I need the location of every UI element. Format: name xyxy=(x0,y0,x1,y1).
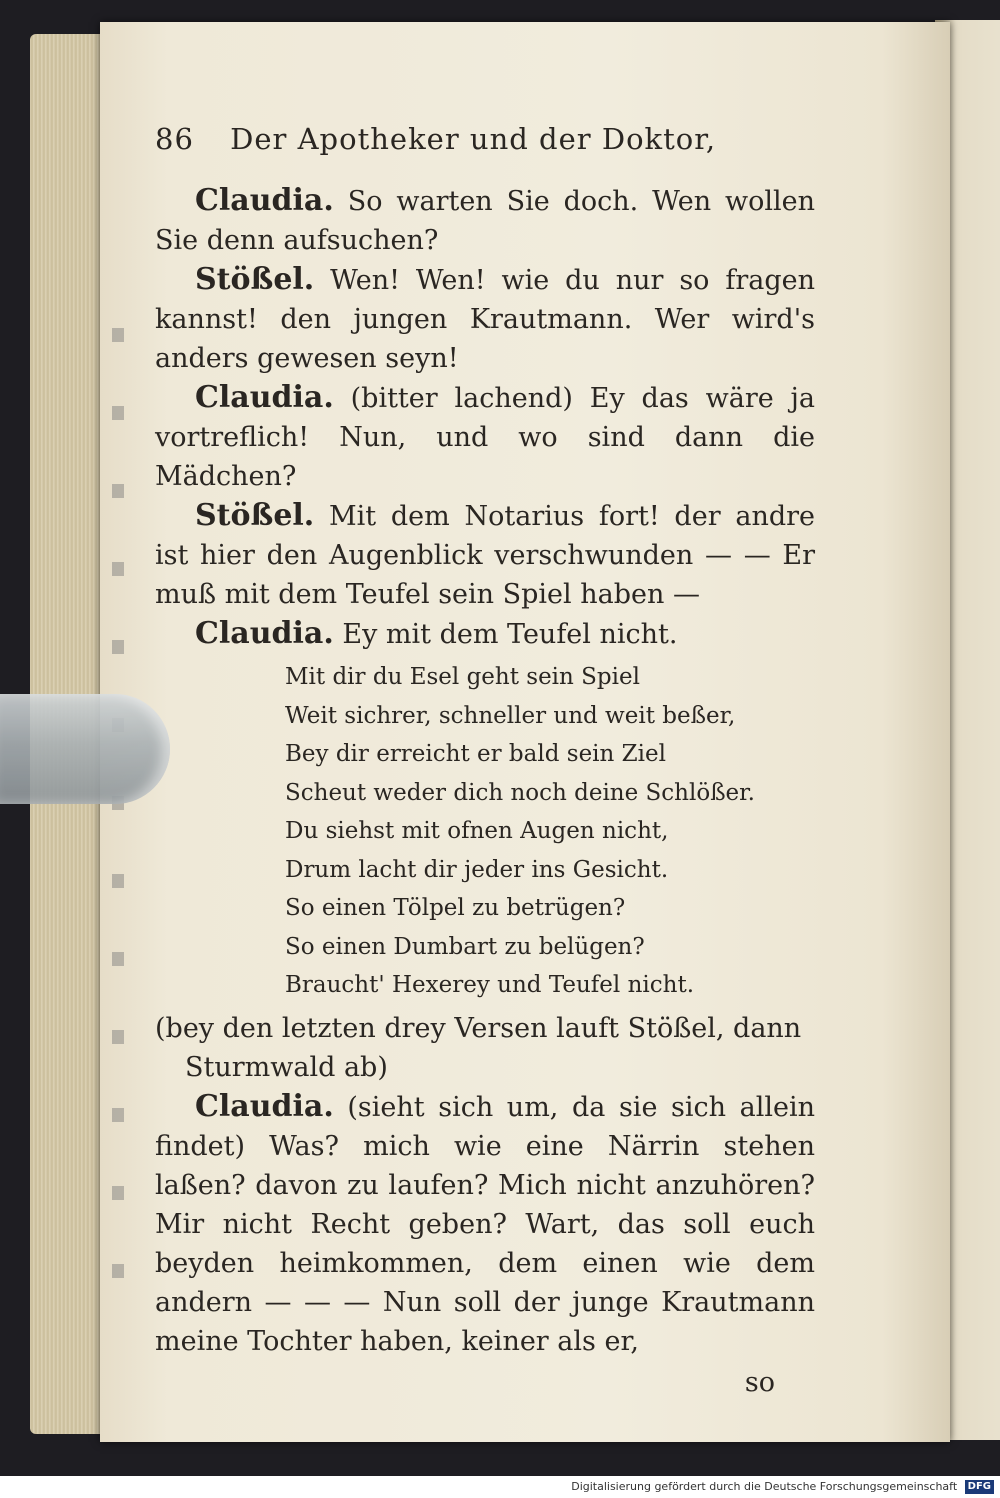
speaker-name: Claudia. xyxy=(195,616,334,651)
footer-credit-bar xyxy=(0,1476,1000,1498)
speech-block xyxy=(155,496,815,614)
page-text xyxy=(155,120,815,1402)
speech-text: Wen! Wen! wie du nur so fragen kannst! den jungen Krautmann. Wer wird's anders gewesen seyn! xyxy=(155,265,815,374)
verse-line: Scheut weder dich noch deine Schlößer. xyxy=(285,779,755,806)
page-number: 86 xyxy=(155,122,194,156)
speech-text: (bitter lachend) Ey das wäre ja vortreflich! Nun, und wo sind dann die Mädchen? xyxy=(155,383,816,492)
speaker-name: Claudia. xyxy=(195,1088,334,1124)
speech-text: So warten Sie doch. Wen wollen Sie denn aufsuchen? xyxy=(155,186,815,256)
speaker-name: Stößel. xyxy=(195,262,315,297)
speaker-name: Claudia. xyxy=(195,380,334,415)
dfg-logo: DFG xyxy=(965,1480,994,1494)
running-title: Der Apotheker und der Doktor, xyxy=(230,122,717,156)
page-clip xyxy=(0,694,170,804)
verse-line: So einen Dumbart zu belügen? xyxy=(285,933,645,960)
speaker-name: Stößel. xyxy=(195,498,315,533)
verse-line: Du siehst mit ofnen Augen nicht, xyxy=(285,818,669,844)
stage-direction: (bey den letzten drey Versen lauft Stößel, dann Sturmwald ab) xyxy=(155,1012,802,1083)
verse-line: So einen Tölpel zu betrügen? xyxy=(285,895,626,921)
speaker-name: Claudia. xyxy=(195,183,334,218)
verse-stanza xyxy=(285,658,815,1005)
speech-block xyxy=(155,378,815,496)
catchword: so xyxy=(744,1366,775,1398)
verse-line: Drum lacht dir jeder ins Gesicht. xyxy=(285,856,669,883)
speech-block xyxy=(155,260,815,378)
verse-line: Bey dir erreicht er bald sein Ziel xyxy=(285,741,666,767)
footer-credit: Digitalisierung gefördert durch die Deutsche Forschungsgemeinschaft xyxy=(571,1480,958,1493)
verse-line: Mit dir du Esel geht sein Spiel xyxy=(285,664,640,690)
speech-block xyxy=(155,614,815,654)
speech-text: (sieht sich um, da sie sich allein findet) Was? mich wie eine Närrin stehen laßen? davon zu laufen? Mich nicht anzuhören? Mir nicht Recht geben? Wart, das soll euch beyden heimkommen, dem einen wie dem andern — — — Nun soll der junge Krautmann meine Tochter haben, keiner als er, xyxy=(155,1091,815,1357)
verse-line: Weit sichrer, schneller und weit beßer, xyxy=(285,702,736,729)
verse-line: Braucht' Hexerey und Teufel nicht. xyxy=(285,972,695,998)
speech-text: Ey mit dem Teufel nicht. xyxy=(342,619,678,650)
speech-text: Mit dem Notarius fort! der andre ist hier den Augenblick verschwunden — — Er muß mit dem Teufel sein Spiel haben — xyxy=(155,501,815,610)
speech-block xyxy=(155,181,815,260)
speech-block xyxy=(155,1087,815,1361)
running-header xyxy=(155,120,815,159)
gutter-marks xyxy=(112,290,124,1340)
